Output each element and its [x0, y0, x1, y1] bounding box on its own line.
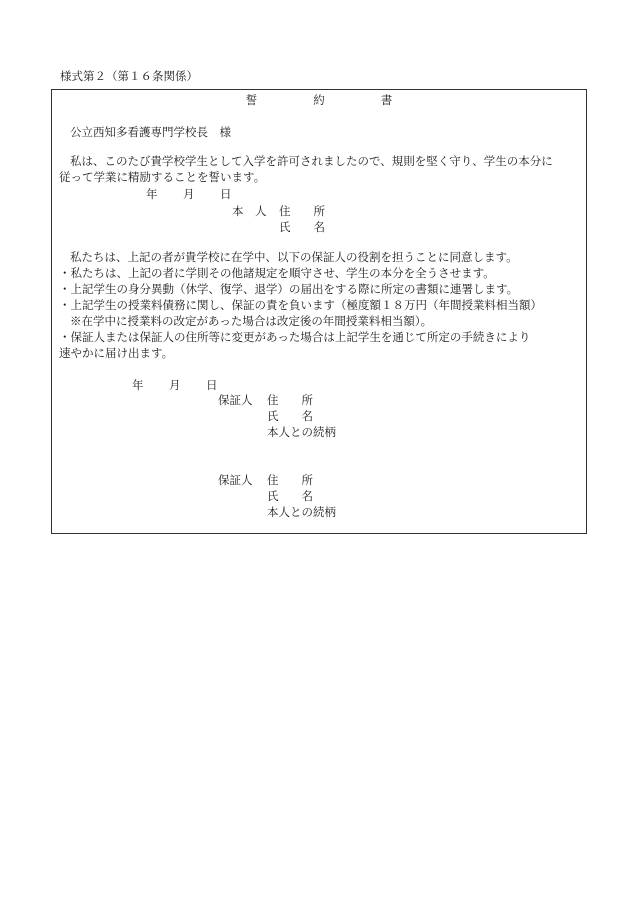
- guarantor-1-relation-label: 本人との続柄: [267, 425, 336, 439]
- guarantor-intro: 私たちは、上記の者が貴学校に在学中、以下の保証人の役割を担うことに同意します。: [70, 250, 518, 264]
- guarantor-1-name-label: 氏 名: [267, 409, 313, 423]
- pledge-form-frame: [51, 89, 587, 534]
- guarantor-2-role-label: 保証人: [218, 473, 253, 487]
- title-char-1: 誓: [245, 93, 258, 107]
- document-title: [52, 93, 586, 107]
- title-char-3: 書: [380, 93, 393, 107]
- guarantor-date-year: 年: [132, 378, 144, 392]
- title-char-2: 約: [313, 93, 325, 107]
- addressee: 公立西知多看護専門学校長 様: [70, 125, 231, 139]
- guarantor-1-address-label: 住 所: [267, 393, 313, 407]
- pledge-line-1: 私は、このたび貴学校学生として入学を許可されましたので、規則を堅く守り、学生の本分に: [70, 154, 553, 168]
- student-name-label: 氏 名: [279, 220, 325, 234]
- guarantor-2-relation-label: 本人との続柄: [267, 505, 336, 519]
- guarantor-item-2: ・上記学生の身分異動（休学、復学、退学）の届出をする際に所定の書類に連署します。: [59, 282, 519, 296]
- guarantor-date-day: 日: [206, 378, 218, 392]
- student-date-day: 日: [220, 187, 232, 201]
- guarantor-item-3-note: ※在学中に授業料の改定があった場合は改定後の年間授業料相当額）。: [70, 314, 433, 328]
- guarantor-item-1: ・私たちは、上記の者に学則その他諸規定を順守させ、学生の本分を全うさせます。: [59, 266, 495, 280]
- student-date-month: 月: [183, 187, 195, 201]
- pledge-line-2: 従って学業に精励することを誓います。: [59, 170, 266, 184]
- guarantor-item-3: ・上記学生の授業料債務に関し、保証の責を負います（極度額１８万円（年間授業料相当額）: [59, 298, 542, 312]
- guarantor-1-role-label: 保証人: [218, 393, 253, 407]
- guarantor-date-month: 月: [169, 378, 181, 392]
- guarantor-item-4-line-2: 速やかに届け出ます。: [59, 346, 174, 360]
- guarantor-item-4-line-1: ・保証人または保証人の住所等に変更があった場合は上記学生を通じて所定の手続きにより: [59, 330, 531, 344]
- student-date-year: 年: [146, 187, 158, 201]
- guarantor-2-address-label: 住 所: [267, 473, 313, 487]
- student-address-label: 住 所: [279, 204, 325, 218]
- guarantor-2-name-label: 氏 名: [267, 489, 313, 503]
- form-number: 様式第２（第１６条関係）: [60, 69, 198, 83]
- student-role-label: 本 人: [232, 204, 267, 218]
